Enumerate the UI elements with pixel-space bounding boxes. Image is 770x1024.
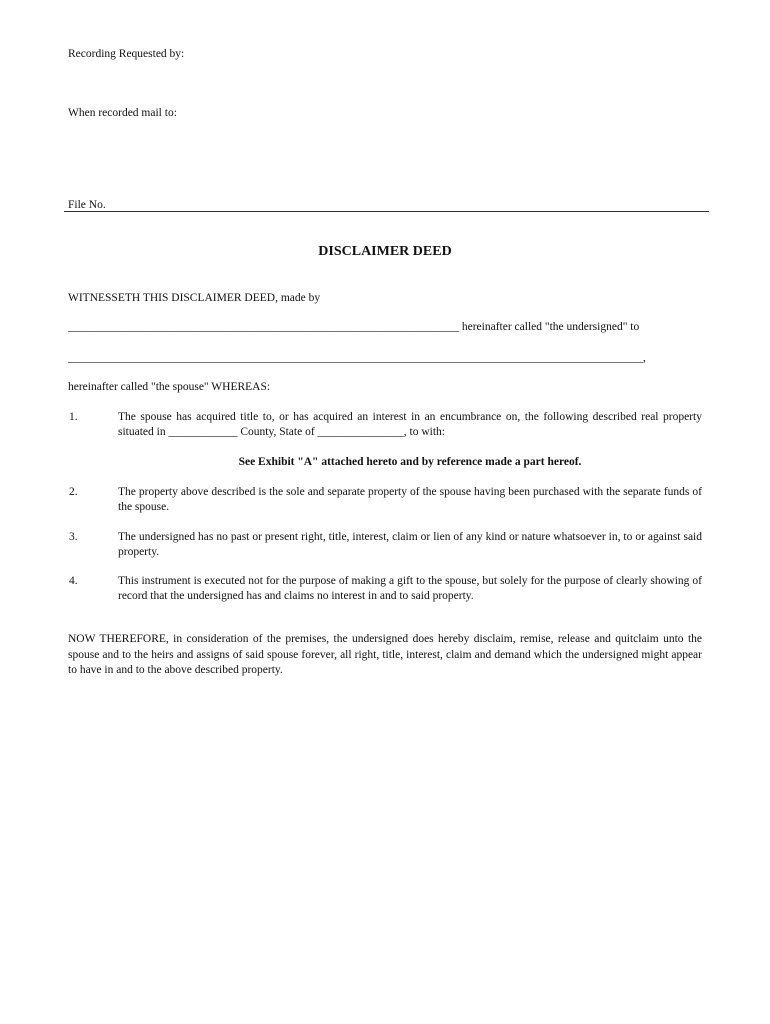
exhibit-reference: See Exhibit "A" attached hereto and by reference made a part hereof. bbox=[238, 456, 582, 468]
recording-requested-by: Recording Requested by: bbox=[68, 48, 185, 60]
recital-text: The property above described is the sole and separate property of the spouse having been purchased with the separate funds of the spouse. bbox=[118, 486, 702, 513]
recital-number: 1. bbox=[69, 411, 78, 423]
closing-paragraph: NOW THEREFORE, in consideration of the premises, the undersigned does hereby disclaim, remise, release and quitclaim unto the spouse and to the heirs and assigns of said spouse forever, all right, title, interest, claim and demand which the undersigned might appear to have in and to the above described property. bbox=[68, 633, 702, 676]
recital-number: 2. bbox=[69, 486, 78, 498]
header-divider bbox=[64, 211, 709, 212]
recital-text: This instrument is executed not for the purpose of making a gift to the spouse, but solely for the purpose of clearly showing of record that the undersigned has and claims no interest in and to said property. bbox=[118, 575, 702, 602]
recital-item bbox=[68, 530, 702, 560]
recital-text: The spouse has acquired title to, or has acquired an interest in an encumbrance on, the following described real property situated in ____________ County, State of _______________, to with: bbox=[118, 411, 702, 438]
recital-item bbox=[68, 574, 702, 604]
undersigned-blank-line: ____________________________________________________________________ hereinafter called "the undersigned" to bbox=[68, 321, 640, 333]
recital-number: 3. bbox=[69, 531, 78, 543]
document-title: DISCLAIMER DEED bbox=[318, 244, 452, 259]
recital-number: 4. bbox=[69, 575, 78, 587]
recital-item bbox=[68, 410, 702, 440]
when-recorded-mail-to: When recorded mail to: bbox=[68, 107, 177, 119]
spouse-whereas-line: hereinafter called "the spouse" WHEREAS: bbox=[68, 381, 271, 393]
recital-item bbox=[68, 485, 702, 515]
witnesseth-line: WITNESSETH THIS DISCLAIMER DEED, made by bbox=[68, 292, 321, 304]
file-number-label: File No. bbox=[68, 199, 106, 211]
spouse-blank-line: ____________________________________________________________________________________________________, bbox=[68, 352, 646, 364]
recital-text: The undersigned has no past or present right, title, interest, claim or lien of any kind or nature whatsoever in, to or against said property. bbox=[118, 531, 702, 558]
